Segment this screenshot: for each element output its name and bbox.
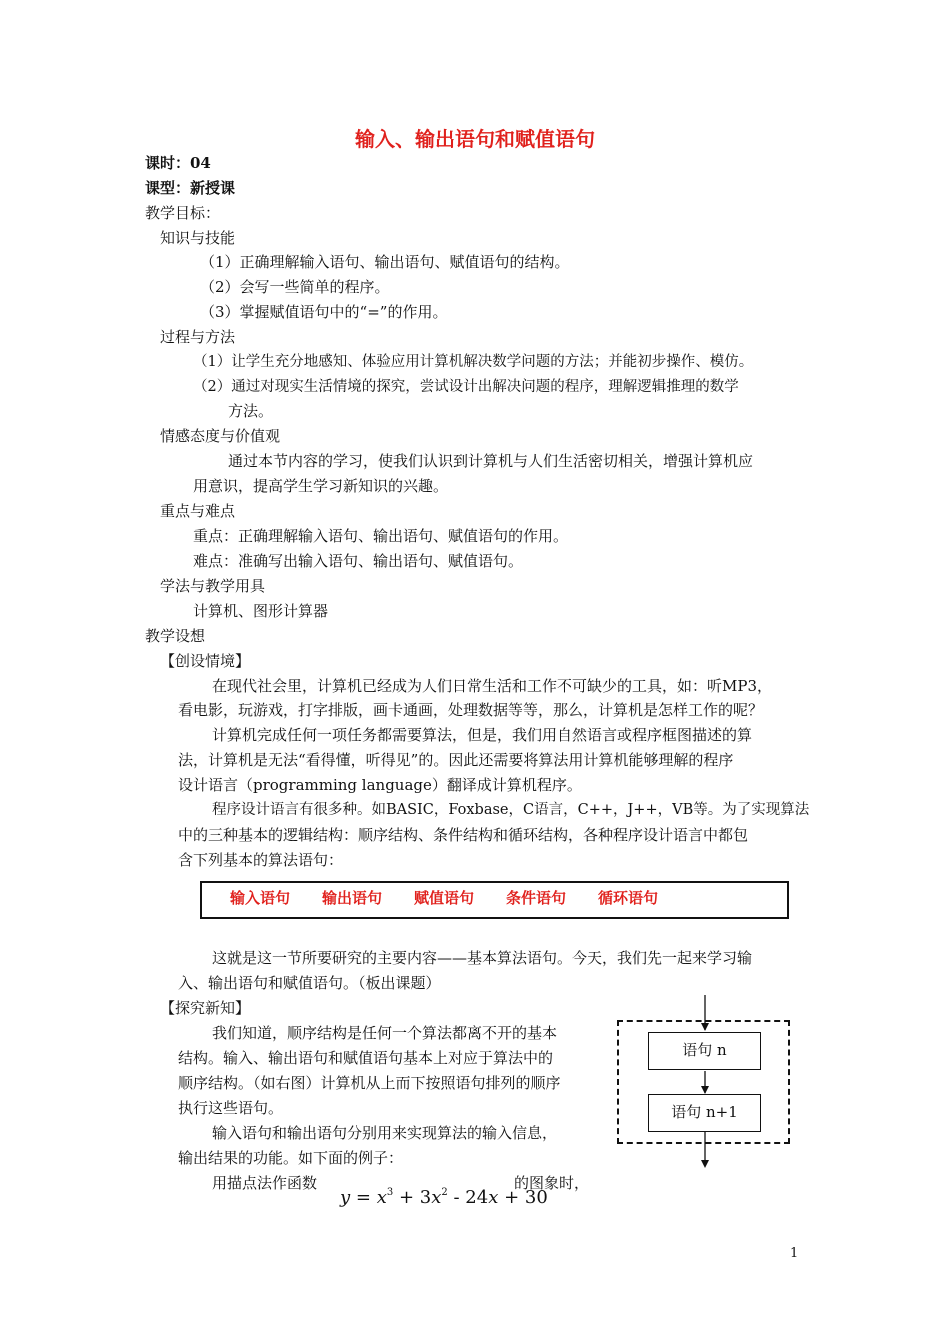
scene-para-3-cont2: 含下列基本的算法语句：	[178, 851, 344, 869]
heading-tools: 学法与教学用具	[160, 577, 266, 595]
heading-scene: 【创设情境】	[160, 652, 251, 670]
flowchart-arrows	[690, 990, 720, 1180]
formula-x2: x	[431, 1187, 442, 1208]
heading-knowledge: 知识与技能	[160, 229, 236, 247]
knowledge-item-3: （3）掌握赋值语句中的“=”的作用。	[200, 303, 448, 321]
scene-para-2-cont: 法，计算机是无法“看得懂，听得见”的。因此还需要将算法用计算机能够理解的程序	[178, 751, 734, 769]
emotion-text: 通过本节内容的学习，使我们认识到计算机与人们生活密切相关，增强计算机应	[228, 452, 754, 470]
statement-output: 输出语句	[322, 889, 383, 907]
heading-design: 教学设想	[145, 627, 206, 645]
scene-para-1: 在现代社会里，计算机已经成为人们日常生活和工作不可缺少的工具，如：听MP3，	[212, 677, 772, 695]
page-title: 输入、输出语句和赋值语句	[355, 127, 595, 151]
scene-para-2: 计算机完成任何一项任务都需要算法，但是，我们用自然语言或程序框图描述的算	[212, 726, 753, 744]
heading-process: 过程与方法	[160, 328, 236, 346]
formula-term3: - 24	[447, 1187, 489, 1208]
scene-para-3-cont: 中的三种基本的逻辑结构：顺序结构、条件结构和循环结构，各种程序设计语言中都包	[178, 826, 749, 844]
summary-para: 这就是这一节所要研究的主要内容——基本算法语句。今天，我们先一起来学习输	[212, 949, 753, 967]
class-type: 课型：新授课	[145, 179, 236, 197]
process-item-2: （2）通过对现实生活情境的探究，尝试设计出解决问题的程序，理解逻辑推理的数学	[193, 379, 739, 395]
explore-para-1-cont2: 顺序结构。（如右图）计算机从上而下按照语句排列的顺序	[178, 1074, 561, 1092]
statement-loop: 循环语句	[598, 889, 659, 907]
statement-condition: 条件语句	[506, 889, 567, 907]
heading-emotion: 情感态度与价值观	[160, 427, 281, 445]
process-item-1: （1）让学生充分地感知、体验应用计算机解决数学问题的方法；并能初步操作、模仿。	[193, 354, 754, 370]
process-item-2-cont: 方法。	[228, 402, 274, 420]
formula-term4: + 30	[498, 1187, 548, 1208]
formula-x1: x	[376, 1187, 387, 1208]
explore-para-2-cont: 输出结果的功能。如下面的例子：	[178, 1149, 404, 1167]
formula-eq: =	[350, 1187, 371, 1208]
tools-text: 计算机、图形计算器	[193, 602, 329, 620]
knowledge-item-2: （2）会写一些简单的程序。	[200, 278, 390, 296]
summary-para-cont: 入、输出语句和赋值语句。（板出课题）	[178, 974, 441, 992]
flow-box-statement-n: 语句 n	[648, 1032, 761, 1070]
formula-exp2: 2	[441, 1187, 448, 1198]
explore-para-1-cont: 结构。输入、输出语句和赋值语句基本上对应于算法中的	[178, 1049, 554, 1067]
scene-para-1-cont: 看电影，玩游戏，打字排版，画卡通画，处理数据等等，那么，计算机是怎样工作的呢？	[178, 701, 764, 719]
flow-box-statement-n1: 语句 n+1	[648, 1094, 761, 1132]
heading-keypoints: 重点与难点	[160, 502, 236, 520]
class-hours: 课时：04	[145, 154, 211, 172]
scene-para-3: 程序设计语言有很多种。如BASIC，Foxbase，C语言，C++，J++，VB等。为了实现算法	[212, 802, 810, 818]
statement-assign: 赋值语句	[414, 889, 475, 907]
explore-para-3: 用描点法作函数	[212, 1174, 318, 1192]
heading-goals: 教学目标：	[145, 204, 221, 222]
key-point: 重点：正确理解输入语句、输出语句、赋值语句的作用。	[193, 527, 569, 545]
scene-para-2-cont2: 设计语言（programming language）翻译成计算机程序。	[178, 776, 582, 794]
formula-x3: x	[488, 1187, 499, 1208]
formula-exp1: 3	[386, 1187, 394, 1198]
explore-para-2: 输入语句和输出语句分别用来实现算法的输入信息，	[212, 1124, 558, 1142]
knowledge-item-1: （1）正确理解输入语句、输出语句、赋值语句的结构。	[200, 253, 570, 271]
difficult-point: 难点：准确写出输入语句、输出语句、赋值语句。	[193, 552, 524, 570]
formula-lhs: y	[340, 1187, 351, 1208]
explore-para-3-tail: 的图象时，	[514, 1174, 590, 1192]
formula-term2: + 3	[393, 1187, 432, 1208]
heading-explore: 【探究新知】	[160, 999, 251, 1017]
page-number: 1	[790, 1246, 799, 1261]
statement-input: 输入语句	[230, 889, 291, 907]
explore-para-1: 我们知道，顺序结构是任何一个算法都离不开的基本	[212, 1024, 558, 1042]
emotion-text-cont: 用意识，提高学生学习新知识的兴趣。	[193, 477, 449, 495]
explore-para-1-cont3: 执行这些语句。	[178, 1099, 284, 1117]
